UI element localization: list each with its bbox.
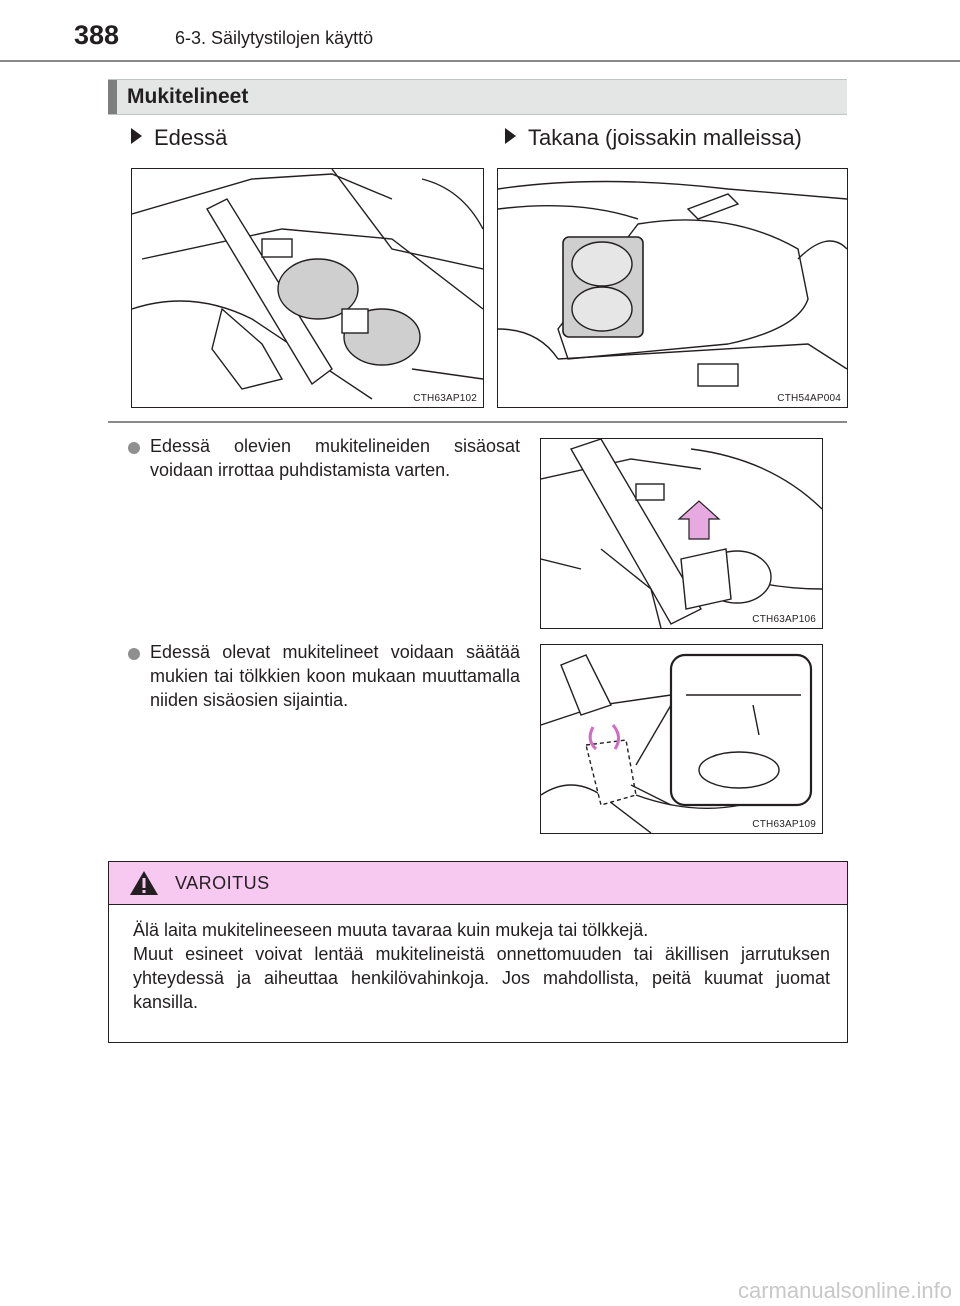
bullet-dot bbox=[128, 648, 140, 660]
chapter-title: 6-3. Säilytystilojen käyttö bbox=[175, 28, 374, 48]
warning-header bbox=[109, 862, 847, 905]
figure-insert-adjust bbox=[540, 644, 823, 834]
figure-code: CTH63AP102 bbox=[413, 393, 477, 404]
section-divider bbox=[108, 421, 847, 423]
warning-box bbox=[108, 861, 848, 1043]
figure-insert-removal bbox=[540, 438, 823, 629]
rear-cup-holder-illustration bbox=[498, 169, 847, 407]
cup-holder-insert-adjust-illustration bbox=[541, 645, 822, 833]
triangle-arrow-icon bbox=[131, 128, 142, 144]
watermark: carmanualsonline.info bbox=[737, 1278, 952, 1303]
section-heading-bar bbox=[108, 79, 847, 115]
figure-code: CTH63AP109 bbox=[752, 819, 816, 830]
figure-code: CTH63AP106 bbox=[752, 614, 816, 625]
bullet-text-2: Edessä olevat mukitelineet voidaan säätää mukien tai tölkkien koon mukaan muuttamalla niiden sisäosien sijaintia. bbox=[150, 642, 520, 710]
bullet-dot bbox=[128, 442, 140, 454]
warning-body bbox=[133, 918, 830, 1014]
figure-front-cup-holder bbox=[131, 168, 484, 408]
page-number: 388 bbox=[74, 20, 120, 50]
section-heading-tab bbox=[108, 80, 117, 114]
triangle-arrow-icon bbox=[505, 128, 516, 144]
figure-rear-cup-holder bbox=[497, 168, 848, 408]
subhead-rear-label: Takana (joissakin malleissa) bbox=[528, 125, 802, 150]
bullet-text-1: Edessä olevien mukitelineiden sisäosat voidaan irrottaa puhdistamista varten. bbox=[150, 436, 520, 480]
warning-label: VAROITUS bbox=[175, 873, 270, 893]
subhead-rear bbox=[505, 125, 802, 151]
header-divider bbox=[0, 60, 960, 62]
cup-holder-insert-removal-illustration bbox=[541, 439, 822, 628]
figure-code: CTH54AP004 bbox=[777, 393, 841, 404]
subhead-front-label: Edessä bbox=[154, 125, 228, 150]
subhead-front bbox=[131, 125, 227, 151]
section-title: Mukitelineet bbox=[127, 85, 249, 108]
warning-line-2: Muut esineet voivat lentää mukitelineistä onnettomuuden tai äkillisen jarrutuksen yhteydessä ja aiheuttaa henkilövahinkoja. Jos mahdollista, peitä kuumat juomat kansilla. bbox=[133, 944, 830, 1012]
warning-line-1: Älä laita mukitelineeseen muuta tavaraa kuin mukeja tai tölkkejä. bbox=[133, 920, 649, 940]
warning-triangle-icon bbox=[129, 870, 159, 896]
front-cup-holder-illustration bbox=[132, 169, 483, 407]
